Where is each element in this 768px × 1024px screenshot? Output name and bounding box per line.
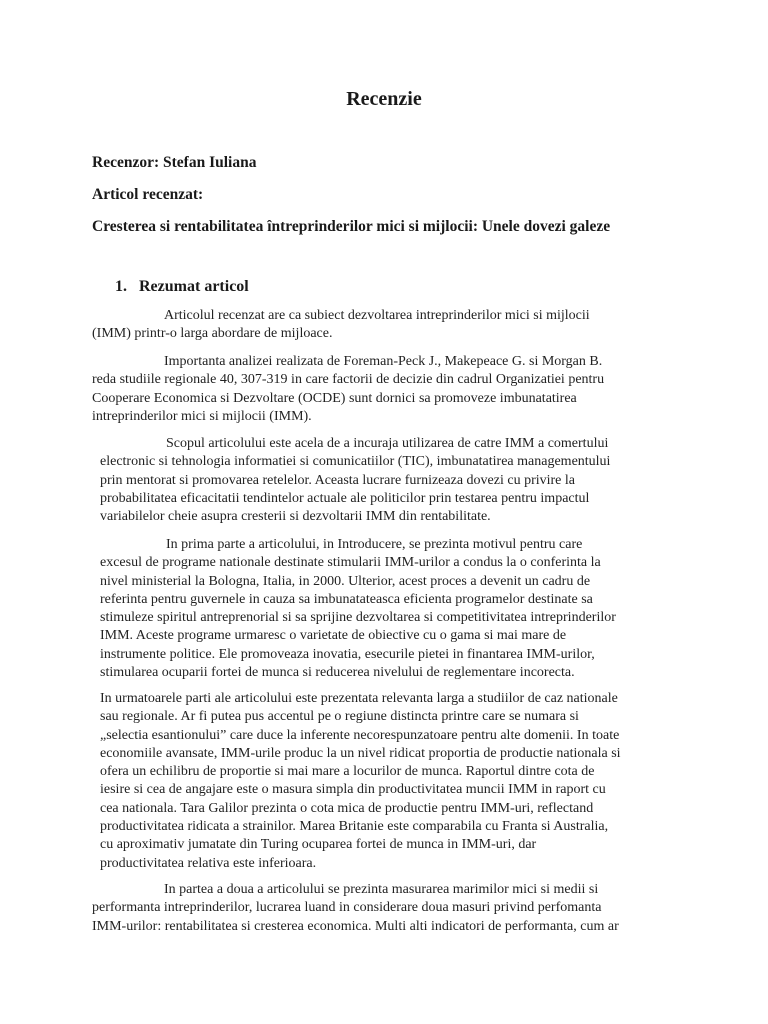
paragraph-line: Articolul recenzat are ca subiect dezvoltarea intreprinderilor mici si mijlocii [164, 308, 590, 323]
paragraph-3 [100, 435, 610, 526]
paragraph-line: stimularea ocuparii fortei de munca si reducerea nivelului de reglementare incorecta. [100, 665, 575, 681]
paragraph-line: „selectia esantionului” care duce la inferente necorespunzatoare pentru alte domenii. In toate [100, 727, 620, 743]
paragraph-line: IMM-urilor: rentabilitatea si cresterea economica. Multi alti indicatori de performanta, cum ar [92, 918, 619, 934]
paragraph-line: cea nationala. Tara Galilor prezinta o cota mica de productie pentru IMM-uri, reflectand [100, 800, 594, 816]
paragraph-line: ofera un echilibru de proportie si mai mare a locurilor de munca. Raportul dintre cota de [100, 764, 595, 780]
reviewer-line: Recenzor: Stefan Iuliana [92, 154, 257, 171]
paragraph-line: stimuleze spiritul antreprenorial si sa sprijine dezvoltarea si competitivitatea intreprinderilor [100, 610, 616, 626]
paragraph-line: sau regionale. Ar fi putea pus accentul pe o regiune distincta printre care se numara si [100, 709, 579, 725]
paragraph-line: prin mentorat si promovarea retelelor. Aceasta lucrare furnizeaza dovezi cu privire la [100, 472, 575, 488]
paragraph-6 [92, 881, 619, 936]
section-title: Rezumat articol [139, 278, 249, 295]
paragraph-line: performanta intreprinderilor, lucrarea luand in considerare doua masuri privind perfomanta [92, 900, 602, 916]
section-number: 1. [115, 278, 127, 295]
paragraph-line: In urmatoarele parti ale articolului este prezentata relevanta larga a studiilor de caz nationale [100, 691, 618, 706]
paragraph-line: instrumente politice. Ele promoveaza inovatia, esecurile pietei in finantarea IMM-urilor, [100, 646, 595, 662]
paragraph-line: productivitatea relativa este inferioara. [100, 855, 317, 871]
paragraph-line: cu aproximativ jumatate din Turing ocuparea fortei de munca in IMM-uri, dar [100, 837, 537, 853]
paragraph-2 [92, 353, 604, 426]
paragraph-line: excesul de programe nationale destinate stimularii IMM-urilor a condus la o conferinta la [100, 555, 601, 571]
paragraph-line: nivel ministerial la Bologna, Italia, in 2000. Ulterior, acest proces a devenit un cadru de [100, 573, 591, 589]
paragraph-line: Importanta analizei realizata de Foreman-Peck J., Makepeace G. si Morgan B. [164, 354, 603, 369]
section-heading [115, 278, 249, 296]
paragraph-line: referinta pentru guvernele in cauza sa imbunatateasca eficienta programelor destinate sa [100, 591, 593, 607]
paragraph-line: iesire si cea de angajare este o masura simpla din productivitatea muncii IMM in raport cu [100, 782, 606, 798]
article-label: Articol recenzat: [92, 186, 204, 203]
paragraph-5 [100, 690, 621, 873]
paragraph-line: reda studiile regionale 40, 307-319 in care factorii de decizie din cadrul Organizatiei pentru [92, 372, 605, 388]
paragraph-line: variabilelor cheie asupra cresterii si dezvoltarii IMM din rentabilitate. [100, 509, 491, 525]
paragraph-line: In prima parte a articolului, in Introducere, se prezinta motivul pentru care [166, 537, 583, 552]
paragraph-line: (IMM) printr-o larga abordare de mijloace. [92, 326, 333, 342]
paragraph-line: IMM. Aceste programe urmaresc o varietate de obiective cu o gama si mai mare de [100, 628, 567, 644]
paragraph-line: productivitatea ridicata a strainilor. Marea Britanie este comparabila cu Franta si Australia, [100, 819, 609, 835]
document-title: Recenzie [346, 88, 422, 110]
paragraph-line: Scopul articolului este acela de a incuraja utilizarea de catre IMM a comertului [166, 436, 609, 451]
paragraph-line: intreprinderilor mici si mijlocii (IMM). [92, 408, 312, 424]
paragraph-line: economiile avansate, IMM-urile produc la un nivel ridicat proportia de productie nationala si [100, 745, 621, 761]
paragraph-4 [100, 536, 616, 682]
paragraph-line: electronic si tehnologia informatiei si comunicatiilor (TIC), imbunatatirea managementului [100, 454, 611, 470]
article-title: Cresterea si rentabilitatea întreprinderilor mici si mijlocii: Unele dovezi galeze [92, 218, 611, 235]
paragraph-1 [92, 307, 590, 344]
paragraph-line: Cooperare Economica si Dezvoltare (OCDE) sunt dornici sa promoveze imbunatatirea [92, 390, 577, 406]
paragraph-line: In partea a doua a articolului se prezinta masurarea marimilor mici si medii si [164, 882, 599, 897]
paragraph-line: probabilitatea eficacitatii tendintelor actuale ale politicilor prin testarea pentru impactul [100, 490, 590, 506]
